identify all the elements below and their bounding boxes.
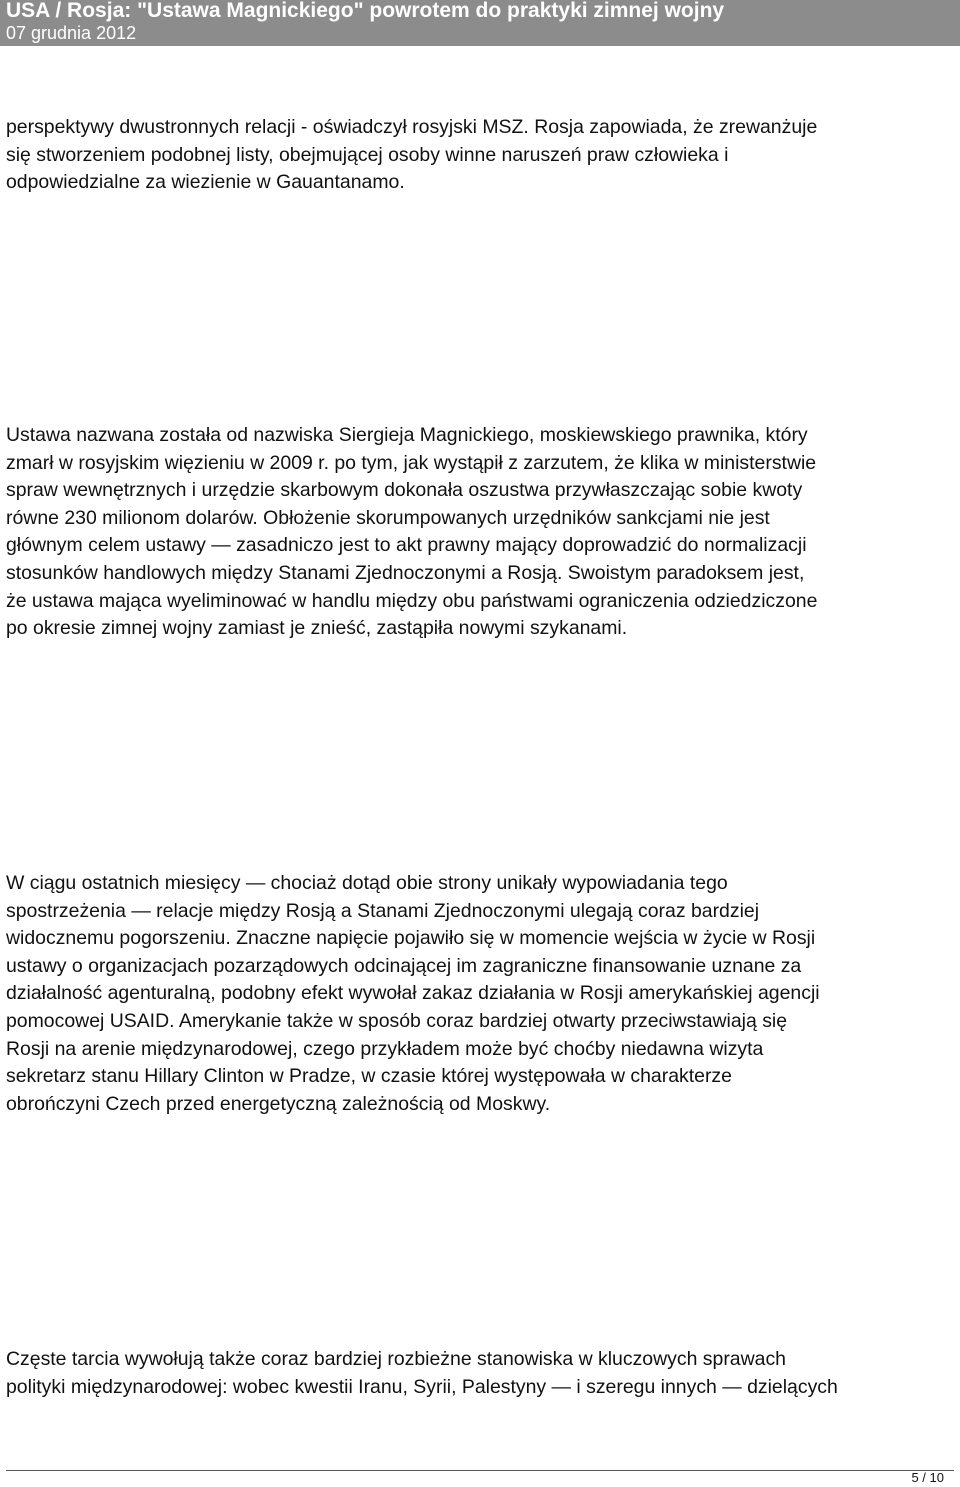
document-date: 07 grudnia 2012 [6, 23, 137, 43]
page-number: 5 / 10 [911, 1470, 944, 1485]
text-line: pomocowej USAID. Amerykanie także w sposób coraz bardziej otwarty przeciwstawiają się [6, 1009, 788, 1032]
paragraph-2 [6, 422, 958, 643]
text-line: głównym celem ustawy — zasadniczo jest to akt prawny mający doprowadzić do normalizacji [6, 534, 807, 557]
text-line: spraw wewnętrznych i urzędzie skarbowym dokonała oszustwa przywłaszczając sobie kwoty [6, 479, 803, 502]
text-line: polityki międzynarodowej: wobec kwestii Iranu, Syrii, Palestyny — i szeregu innych — dzielących [6, 1375, 838, 1398]
text-line: sekretarz stanu Hillary Clinton w Pradze, w czasie której występowała w charakterze [6, 1065, 732, 1088]
text-line: działalność agenturalną, podobny efekt wywołał zakaz działania w Rosji amerykańskiej agencji [6, 982, 820, 1005]
text-line: równe 230 milionom dolarów. Obłożenie skorumpowanych urzędników sankcjami nie jest [6, 506, 770, 529]
page-header [0, 0, 960, 46]
footer-divider [6, 1470, 954, 1471]
text-line: spostrzeżenia — relacje między Rosją a Stanami Zjednoczonymi ulegają coraz bardziej [6, 899, 760, 922]
text-line: Ustawa nazwana została od nazwiska Siergieja Magnickiego, moskiewskiego prawnika, który [6, 424, 808, 446]
paragraph-1 [6, 114, 958, 197]
document-title: USA / Rosja: "Ustawa Magnickiego" powrotem do praktyki zimnej wojny [6, 0, 725, 22]
text-line: stosunków handlowych między Stanami Zjednoczonymi a Rosją. Swoistym paradoksem jest, [6, 561, 805, 584]
text-line: odpowiedzialne za wiezienie w Gauantanamo. [6, 171, 405, 194]
text-line: ustawy o organizacjach pozarządowych odcinającej im zagraniczne finansowanie uznane za [6, 954, 802, 977]
text-line: że ustawa mająca wyeliminować w handlu między obu państwami ograniczenia odziedziczone [6, 589, 818, 612]
text-line: obrończyni Czech przed energetyczną zależnością od Moskwy. [6, 1092, 551, 1115]
text-line: Rosji na arenie międzynarodowej, czego przykładem może być choćby niedawna wizyta [6, 1037, 764, 1060]
text-line: widocznemu pogorszeniu. Znaczne napięcie pojawiło się w momencie wejścia w życie w Rosji [6, 927, 816, 950]
text-line: perspektywy dwustronnych relacji - oświadczył rosyjski MSZ. Rosja zapowiada, że zrewanżuje [6, 116, 818, 138]
paragraph-4 [6, 1346, 958, 1401]
text-line: W ciągu ostatnich miesięcy — chociaż dotąd obie strony unikały wypowiadania tego [6, 872, 728, 894]
text-line: po okresie zimnej wojny zamiast je znieść, zastąpiła nowymi szykanami. [6, 617, 628, 640]
paragraph-3 [6, 870, 958, 1118]
text-line: się stworzeniem podobnej listy, obejmującej osoby winne naruszeń praw człowieka i [6, 143, 729, 166]
text-line: zmarł w rosyjskim więzieniu w 2009 r. po tym, jak wystąpił z zarzutem, że klika w ministerstwie [6, 451, 817, 474]
text-line: Częste tarcia wywołują także coraz bardziej rozbieżne stanowiska w kluczowych sprawach [6, 1348, 786, 1370]
